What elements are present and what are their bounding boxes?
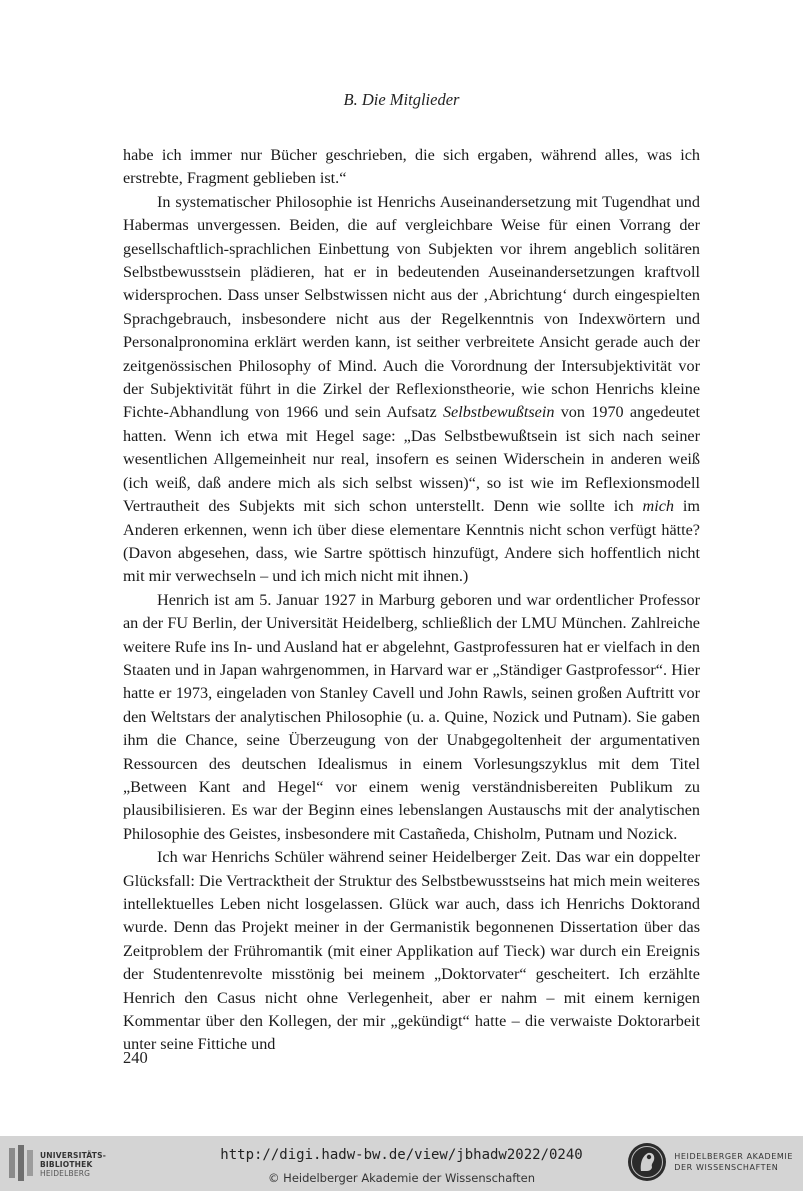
library-logo-line-2: BIBLIOTHEK (40, 1160, 93, 1169)
academy-logo-line-2: DER WISSENSCHAFTEN (674, 1163, 779, 1172)
paragraph (123, 144, 700, 191)
text-run: Henrich ist am 5. Januar 1927 in Marburg geboren und war ordentlicher Professor an der FU Berlin, der Universität Heidelberg, schließlich der LMU München. Zahlreiche weitere Rufe ins In- und Ausland hat er abgelehnt, Gastprofessuren hat er vielfach in den Staaten und in Japan wahrgenommen, in Harvard war er „Ständiger Gastprofessor“. Hier hatte er 1973, eingeladen von Stanley Cavell und John Rawls, seinen großen Auftritt vor den Weltstars der analytischen Philosophie (u. a. Quine, Nozick und Putnam). Sie gaben ihm die Chance, seine Überzeugung von der Unabgegoltenheit der argumentativen Ressourcen des deutschen Idealismus in einem Vorlesungszyklus mit dem Titel „Between Kant and Hegel“ vor einem wenig verständnisbereiten Publikum zu plausibilisieren. Es war der Beginn eines lebenslangen Austauschs mit der analytischen Philosophie des Geistes, insbesondere mit Castañeda, Chisholm, Putnam und Nozick. (123, 590, 700, 843)
library-logo-line-1: UNIVERSITÄTS- (40, 1151, 107, 1160)
italic-emphasis: Selbstbewußtsein (442, 403, 555, 422)
running-head: B. Die Mitglieder (343, 90, 460, 109)
paragraph (123, 191, 700, 589)
permalink-url[interactable]: http://digi.hadw-bw.de/view/jbhadw2022/0240 (220, 1147, 583, 1163)
italic-emphasis: mich (642, 497, 674, 516)
academy-seal-icon (627, 1142, 667, 1182)
text-run: von 1970 angedeutet hatten. Wenn ich etwa mit Hegel sage: „Das Selbstbewußtsein ist sich nach seiner wesentlichen Allgemeinheit nur real, insofern es seinen Widerschein in anderen weiß (ich weiß, daß andere mich als sich selbst wissen)“, so ist wie im Reflexionsmodell Vertrautheit des Subjekts mit sich schon unterstellt. Denn wie sollte ich (123, 403, 701, 516)
text-run: Ich war Henrichs Schüler während seiner Heidelberger Zeit. Das war ein doppelter Glücksfall: Die Vertracktheit der Struktur des Selbstbewusstseins hat mich mein weiteres intellektuelles Leben nicht losgelassen. Glück war auch, dass ich Henrichs Doktorand wurde. Denn das Projekt meiner in der Germanistik begonnenen Dissertation über das Zeitproblem der Frühromantik (mit einer Applikation auf Tieck) war durch ein Ereignis der Studentenrevolte misstönig bei meinem „Doktorvater“ gescheitert. Ich erzählte Henrich den Casus nicht ohne Verlegenheit, aber er nahm – mit einem kernigen Kommentar über den Kollegen, der mir „gekündigt“ hatte – die verwaiste Doktorarbeit unter seine Fittiche und (123, 848, 700, 1054)
academy-logo[interactable] (627, 1142, 793, 1182)
paragraph (123, 846, 700, 1057)
library-logo-line-3: HEIDELBERG (40, 1169, 91, 1178)
text-run: habe ich immer nur Bücher geschrieben, die sich ergaben, während alles, was ich erstrebte, Fragment geblieben ist.“ (123, 146, 700, 188)
copyright-notice: © Heidelberger Akademie der Wissenschaften (268, 1171, 535, 1185)
text-run: im Anderen erkennen, wenn ich über diese elementare Kenntnis nicht schon verfügt hätte? (Davon abgesehen, dass, wie Sartre spöttisch hinzufügt, Andere sich hoffentlich nicht mit mir verwechseln – und ich mich nicht mit ihnen.) (123, 497, 700, 586)
body-text (123, 144, 700, 1057)
academy-logo-line-1: HEIDELBERGER AKADEMIE (674, 1152, 793, 1161)
page-number: 240 (123, 1048, 148, 1067)
text-run: In systematischer Philosophie ist Henrichs Auseinandersetzung mit Tugendhat und Habermas unvergessen. Beiden, die auf vergleichbare Weise für einen Vorrang der gesellschaftlich-sprachlichen Einbettung von Subjekten vor ihrem angeblich solitären Selbstbewusstsein plädieren, hat er in bedeutenden Auseinandersetzungen kraftvoll widersprochen. Dass unser Selbstwissen nicht aus der ‚Abrichtung‘ durch eingespielten Sprachgebrauch, insbesondere nicht aus der Regelkenntnis von Indexwörtern und Personalpronomina erklärt werden kann, ist seither verbreitete Ansicht gerade auch der zeitgenössischen Philosophy of Mind. Auch die Vorordnung der Intersubjektivität vor der Subjektivität führt in die Zirkel der Reflexionstheorie, wie schon Henrichs kleine Fichte-Abhandlung von 1966 und sein Aufsatz (123, 192, 700, 422)
paragraph (123, 589, 700, 846)
viewer-footer (0, 1136, 803, 1191)
